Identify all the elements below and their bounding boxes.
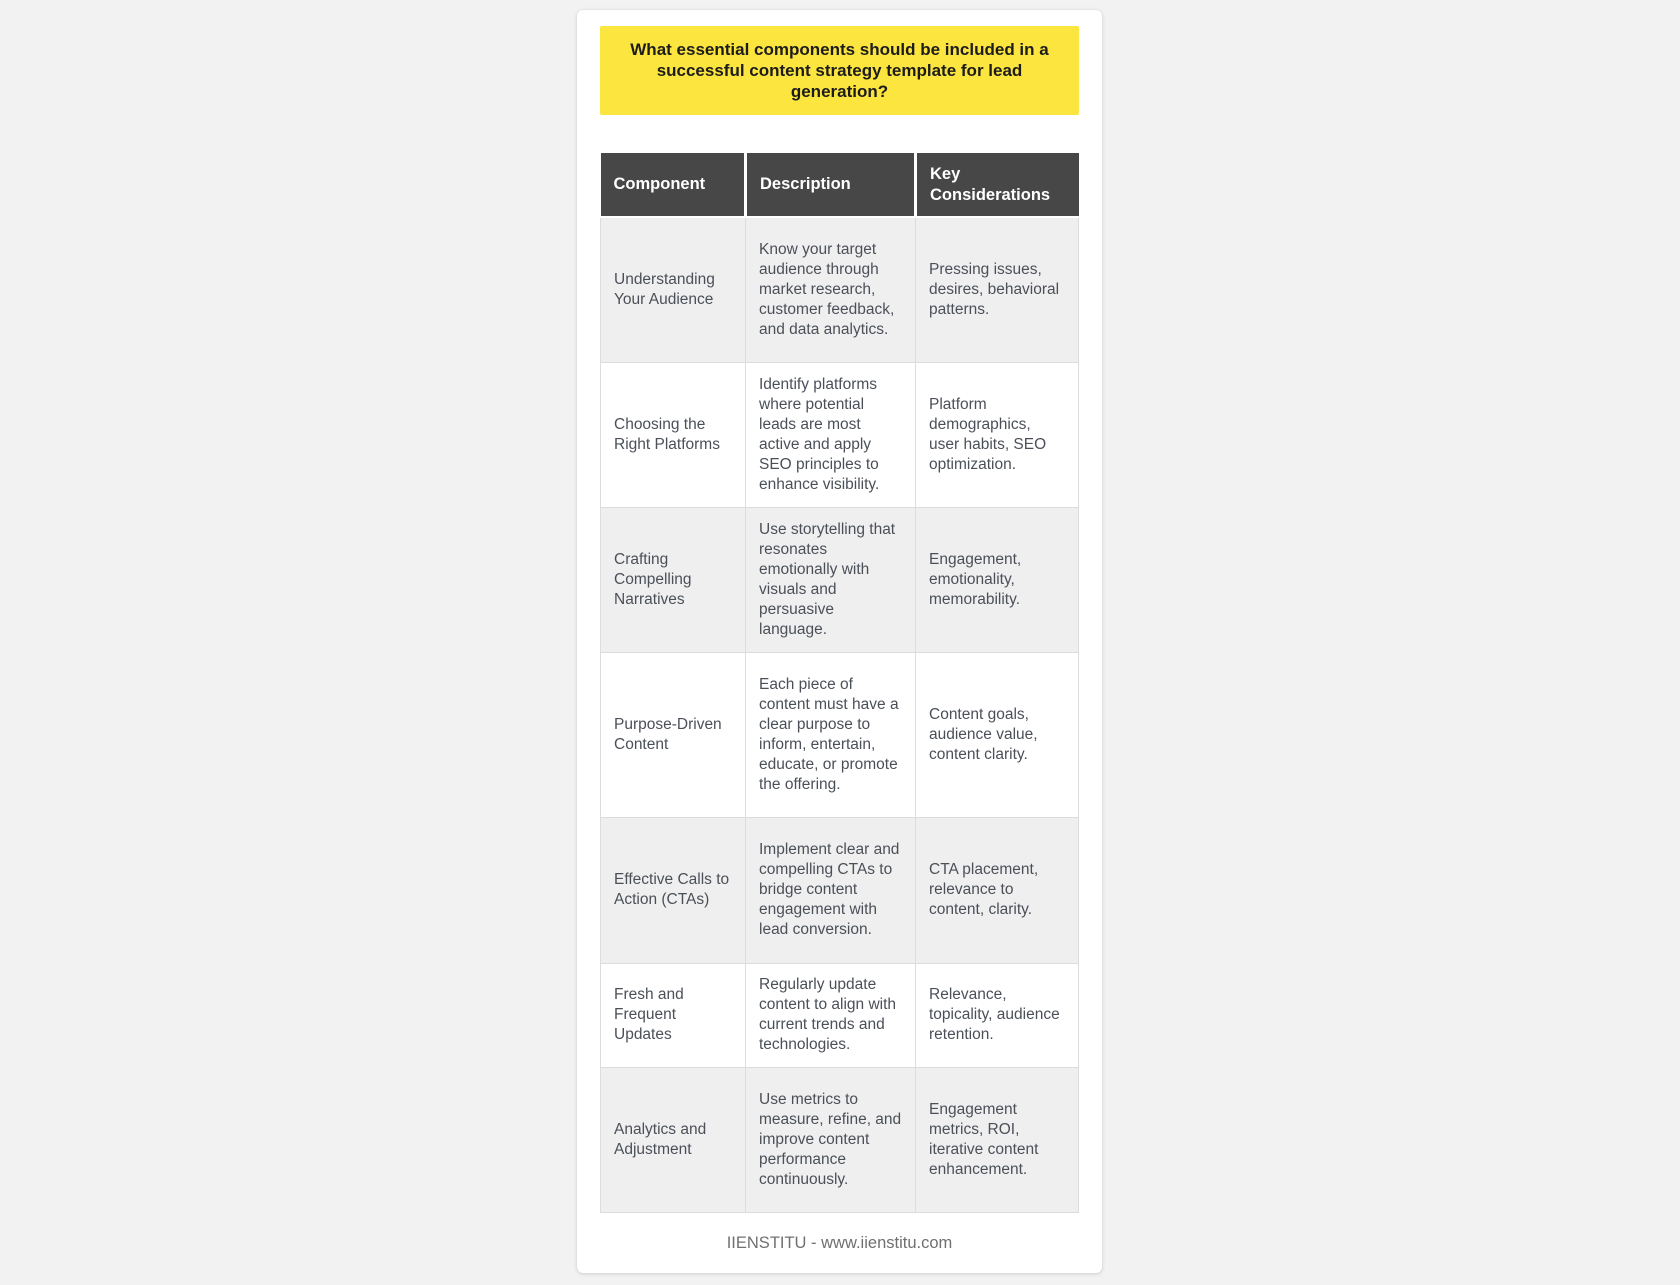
table-body [601, 217, 1079, 1212]
column-header-component: Component [601, 153, 746, 217]
cell-component: Purpose-Driven Content [601, 652, 746, 817]
table-row [601, 507, 1079, 652]
cell-description: Implement clear and compelling CTAs to bridge content engagement with lead conversion. [746, 817, 916, 963]
cell-description: Identify platforms where potential leads are most active and apply SEO principles to enhance visibility. [746, 362, 916, 507]
cell-key-considerations: Engagement metrics, ROI, iterative content enhancement. [916, 1067, 1079, 1212]
cell-description: Use storytelling that resonates emotionally with visuals and persuasive language. [746, 507, 916, 652]
cell-key-considerations: Platform demographics, user habits, SEO optimization. [916, 362, 1079, 507]
cell-key-considerations: Content goals, audience value, content clarity. [916, 652, 1079, 817]
table-row [601, 963, 1079, 1067]
cell-component: Choosing the Right Platforms [601, 362, 746, 507]
column-header-key-considerations: Key Considerations [916, 153, 1079, 217]
cell-description: Know your target audience through market research, customer feedback, and data analytics. [746, 217, 916, 362]
table-row [601, 1067, 1079, 1212]
cell-description: Use metrics to measure, refine, and improve content performance continuously. [746, 1067, 916, 1212]
table-row [601, 652, 1079, 817]
cell-component: Understanding Your Audience [601, 217, 746, 362]
header-row [601, 153, 1079, 217]
question-highlight [600, 26, 1079, 115]
page-title: What essential components should be included in a successful content strategy template for lead generation? [630, 40, 1049, 101]
table-row [601, 217, 1079, 362]
cell-component: Effective Calls to Action (CTAs) [601, 817, 746, 963]
table-row [601, 817, 1079, 963]
cell-component: Fresh and Frequent Updates [601, 963, 746, 1067]
content-card [577, 10, 1102, 1273]
cell-key-considerations: Pressing issues, desires, behavioral patterns. [916, 217, 1079, 362]
cell-component: Analytics and Adjustment [601, 1067, 746, 1212]
cell-description: Regularly update content to align with current trends and technologies. [746, 963, 916, 1067]
footer-attribution: IIENSTITU - www.iienstitu.com [726, 1233, 953, 1252]
cell-key-considerations: Relevance, topicality, audience retention. [916, 963, 1079, 1067]
content-strategy-table [600, 153, 1079, 1213]
table-header [601, 153, 1079, 217]
cell-description: Each piece of content must have a clear purpose to inform, entertain, educate, or promote the offering. [746, 652, 916, 817]
cell-component: Crafting Compelling Narratives [601, 507, 746, 652]
column-header-description: Description [746, 153, 916, 217]
cell-key-considerations: CTA placement, relevance to content, clarity. [916, 817, 1079, 963]
cell-key-considerations: Engagement, emotionality, memorability. [916, 507, 1079, 652]
table-row [601, 362, 1079, 507]
